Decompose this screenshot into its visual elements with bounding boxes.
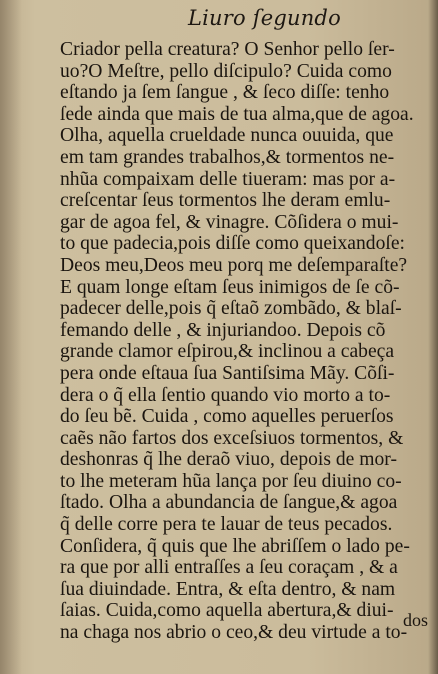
text-line: grande clamor eſpirou,& inclinou a cabeça (60, 341, 395, 363)
catchword: dos (402, 610, 428, 630)
text-line: ſua diuindade. Entra, & eſta dentro, & nam (60, 578, 396, 600)
text-line: gar de agoa fel, & vinagre. Cõſidera o mui- (60, 211, 399, 233)
text-line: ra que por alli entraſſes a ſeu coraçam , & a (60, 557, 398, 579)
text-line: dera o q̃ ella ſentio quando vio morto a to- (60, 384, 391, 406)
text-line: q̃ delle corre pera te lauar de teus pecados. (60, 514, 393, 536)
text-line: creſcentar ſeus tormentos lhe deram emlu- (60, 190, 391, 212)
text-line: to lhe meteram hũa lança por ſeu diuino co- (60, 470, 402, 492)
text-line: ſaias. Cuida,como aquella abertura,& diui- (60, 600, 394, 622)
text-line: Deos meu,Deos meu porq me deſemparaſte? (60, 254, 408, 276)
text-line: na chaga nos abrio o ceo,& deu virtude a to- (60, 622, 408, 644)
text-line: do ſeu bẽ. Cuida , como aquelles peruerſos (60, 406, 394, 428)
text-line: em tam grandes trabalhos,& tormentos ne- (60, 146, 395, 168)
text-line: caẽs não fartos dos exceſsiuos tormentos, & (60, 427, 404, 449)
running-title: Liuro ſegundo (188, 6, 341, 30)
text-line: E quam longe eſtam ſeus inimigos de ſe cõ- (60, 276, 400, 298)
body-text (60, 39, 432, 644)
text-line: Conſidera, q̃ quis que lhe abriſſem o lado pe- (60, 535, 410, 557)
text-line: eſtando ja ſem ſangue , & ſeco diſſe: tenho (60, 82, 390, 104)
text-line: Olha, aquella crueldade nunca ouuida, que (60, 125, 394, 147)
gutter-shadow (0, 0, 22, 674)
text-line: to que padecia,pois diſſe como queixandoſe: (60, 233, 405, 255)
text-line: padecer delle,pois q̃ eſtaõ zombãdo, & blaſ- (60, 298, 402, 320)
text-line: nhũa compaixam delle tiueram: mas por a- (60, 168, 396, 190)
text-line: ſede ainda que mais de tua alma,que de agoa. (60, 103, 414, 125)
text-line: deshonras q̃ lhe deraõ viuo, depois de mor- (60, 449, 397, 471)
text-line: ſtado. Olha a abundancia de ſangue,& agoa (60, 492, 398, 514)
text-line: uo?O Meſtre, pello diſcipulo? Cuida como (60, 60, 392, 82)
text-line: Criador pella creatura? O Senhor pello ſer- (60, 39, 395, 60)
text-line: pera onde eſtaua ſua Santiſsima Mãy. Cõſi- (60, 362, 395, 384)
text-line: femando delle , & injuriandoo. Depois cõ (60, 319, 386, 341)
